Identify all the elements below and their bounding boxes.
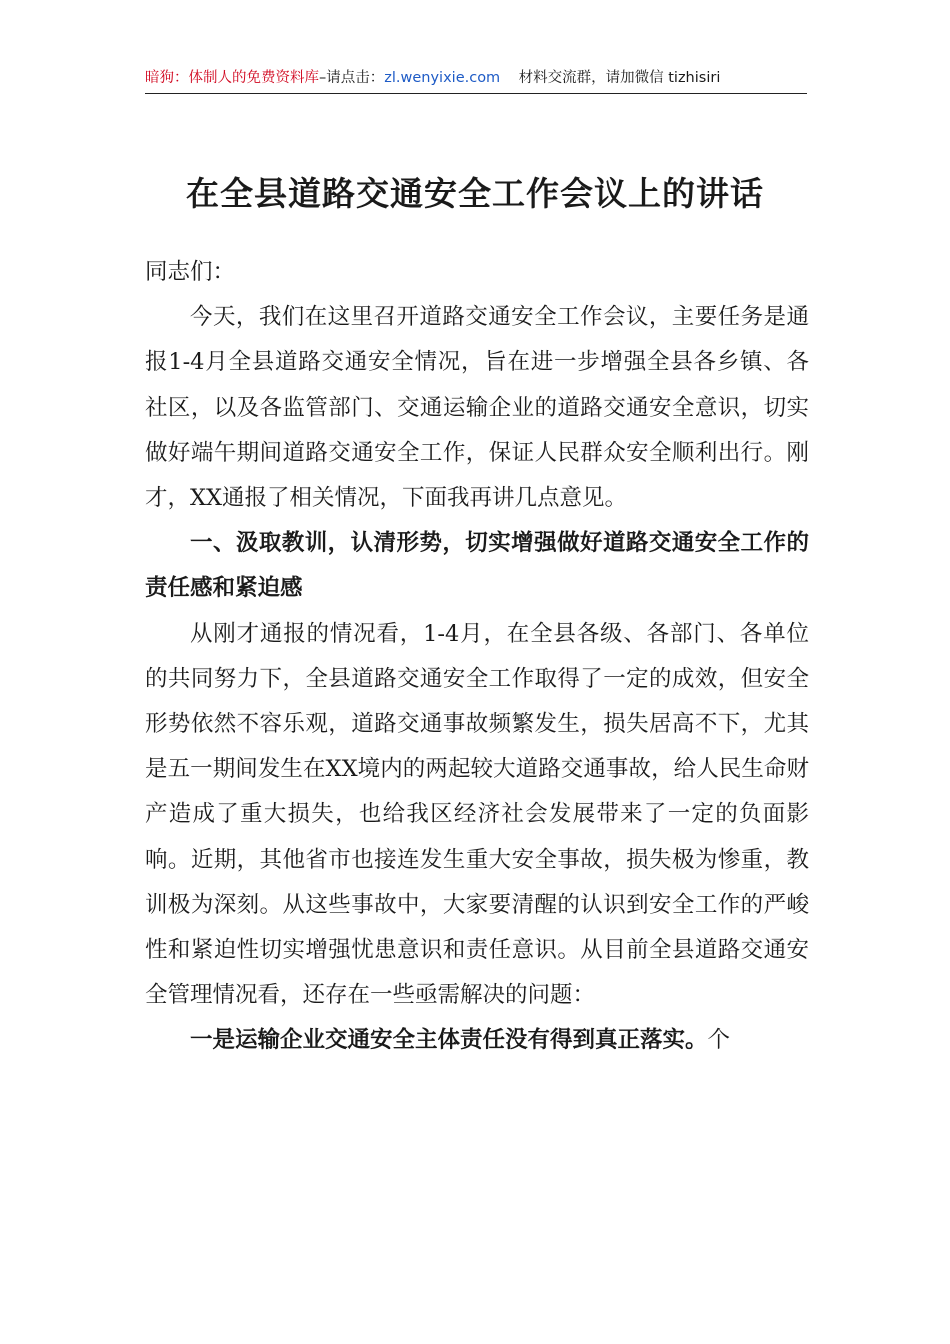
header-divider — [145, 93, 807, 94]
point-1-text: 个 — [707, 1027, 731, 1054]
section-heading-1: 一、汲取教训，认清形势，切实增强做好道路交通安全工作的责任感和紧迫感 — [145, 530, 809, 602]
salutation: 同志们： — [145, 259, 236, 285]
document-title: 在全县道路交通安全工作会议上的讲话 — [186, 174, 764, 213]
header-banner — [145, 68, 807, 88]
document-body — [145, 250, 809, 1064]
section-1-paragraph: 从刚才通报的情况看，1-4月，在全县各级、各部门、各单位的共同努力下，全县道路交通安全工作取得了一定的成效，但安全形势依然不容乐观，道路交通事故频繁发生，损失居高不下，尤其是五一期间发生在XX境内的两起较大道路交通事故，给人民生命财产造成了重大损失，也给我区经济社会发展带来了一定的负面影响。近期，其他省市也接连发生重大安全事故，损失极为惨重，教训极为深刻。从这些事故中，大家要清醒的认识到安全工作的严峻性和紧迫性切实增强忧患意识和责任意识。从目前全县道路交通安全管理情况看，还存在一些亟需解决的问题： — [145, 620, 809, 1009]
header-click-prompt: –请点击： — [319, 70, 385, 86]
intro-paragraph: 今天，我们在这里召开道路交通安全工作会议，主要任务是通报1-4月全县道路交通安全情况，旨在进一步增强全县各乡镇、各社区，以及各监管部门、交通运输企业的道路交通安全意识，切实做好端午期间道路交通安全工作，保证人民群众安全顺利出行。刚才，XX通报了相关情况，下面我再讲几点意见。 — [145, 304, 809, 512]
header-url-link[interactable]: zl.wenyixie.com — [384, 70, 501, 86]
header-brand: 暗狗：体制人的免费资料库 — [145, 70, 319, 86]
header-group-note: 材料交流群，请加微信 tizhisiri — [518, 70, 721, 86]
point-1-lead: 一是运输企业交通安全主体责任没有得到真正落实。 — [190, 1027, 708, 1054]
point-1-paragraph — [145, 1018, 809, 1063]
